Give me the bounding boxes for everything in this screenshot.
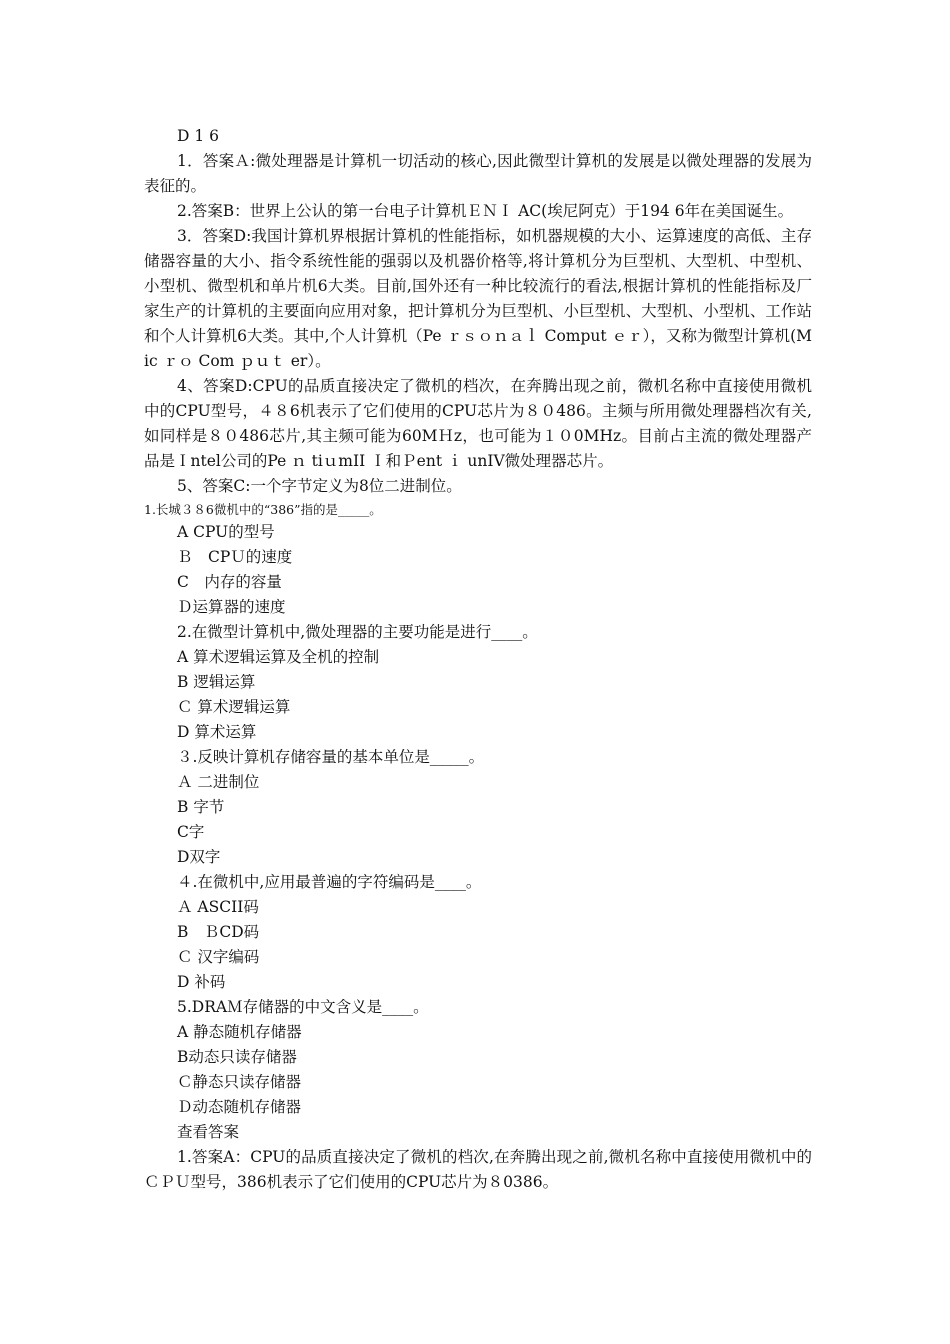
question-1-option-d: Ｄ运算器的速度 <box>177 598 286 616</box>
question-5-option-a: A 静态随机存储器 <box>177 1023 302 1041</box>
answer-paragraph-1: 1．答案Ａ:微处理器是计算机一切活动的核心,因此微型计算机的发展是以微处理器的发展为表征的。 <box>144 152 812 195</box>
question-2-option-d: D 算术运算 <box>177 723 257 741</box>
question-5-stem: 5.DRAＭ存储器的中文含义是____。 <box>177 998 429 1016</box>
answer-paragraph-3: 3．答案D:我国计算机界根据计算机的性能指标，如机器规模的大小、运算速度的高低、主存储器容量的大小、指令系统性能的强弱以及机器价格等,将计算机分为巨型机、大型机、中型机、小型机、微型机和单片机6大类。目前,国外还有一种比较流行的看法,根据计算机的性能指标及厂家生产的计算机的主要面向应用对象，把计算机分为巨型机、小巨型机、大型机、小型机、工作站和个人计算机6大类。其中,个人计算机（Pe ｒｓｏｎａｌ Comput ｅｒ），又称为微型计算机(Mic ｒｏ Com ｐｕｔ er）。 <box>144 227 812 370</box>
question-3-stem: ３.反映计算机存储容量的基本单位是_____。 <box>177 748 485 766</box>
answer-paragraph-4: 4、答案D:CPU的品质直接决定了微机的档次，在奔腾出现之前，微机名称中直接使用微机中的CPU型号，４８6机表示了它们使用的CPU芯片为８０486。主频与所用微处理器档次有关,如同样是８０486芯片,其主频可能为60MＨz，也可能为１０0MHz。目前占主流的微处理器产品是Ｉntel公司的Pe ｎ tiｕmII Ｉ和Ｐent ｉ unIV微处理器芯片。 <box>144 377 812 470</box>
document-body <box>144 124 812 1195</box>
question-2-option-b: B 逻辑运算 <box>177 673 256 691</box>
question-4-option-a: Ａ ASCII码 <box>177 898 259 916</box>
question-1-stem: 1.长城３８6微机中的“386”指的是_____。 <box>144 502 382 517</box>
question-2-stem: 2.在微型计算机中,微处理器的主要功能是进行____。 <box>177 623 538 641</box>
question-4-stem: ４.在微机中,应用最普遍的字符编码是____。 <box>177 873 482 891</box>
answer-paragraph-2: 2.答案B：世界上公认的第一台电子计算机ＥＮＩ AC(埃尼阿克）于194 6年在美国诞生。 <box>177 202 794 220</box>
question-4-option-b: B ＢCD码 <box>177 923 260 941</box>
question-5-option-b: B动态只读存储器 <box>177 1048 297 1066</box>
question-2-option-c: Ｃ 算术逻辑运算 <box>177 698 291 716</box>
question-4-option-c: Ｃ 汉字编码 <box>177 948 260 966</box>
question-3-option-c: C字 <box>177 823 205 841</box>
question-2-option-a: A 算术逻辑运算及全机的控制 <box>177 648 380 666</box>
view-answer-heading: 查看答案 <box>177 1123 240 1141</box>
question-3-option-d: D双字 <box>177 848 221 866</box>
final-answer-paragraph: 1.答案A：CPU的品质直接决定了微机的档次,在奔腾出现之前,微机名称中直接使用微机中的ＣＰＵ型号，386机表示了它们使用的CPU芯片为８0386。 <box>144 1148 812 1191</box>
question-5-option-d: Ｄ动态随机存储器 <box>177 1098 302 1116</box>
question-1-option-b: Ｂ CPＵ的速度 <box>177 548 293 566</box>
question-4-option-d: D 补码 <box>177 973 226 991</box>
question-5-option-c: Ｃ静态只读存储器 <box>177 1073 302 1091</box>
section-label: D 1 6 <box>177 127 220 145</box>
answer-paragraph-5: 5、答案C:一个字节定义为8位二进制位。 <box>177 477 462 495</box>
question-1-option-a: A CPU的型号 <box>177 523 275 541</box>
question-1-option-c: C 内存的容量 <box>177 573 282 591</box>
question-3-option-b: B 字节 <box>177 798 225 816</box>
question-3-option-a: Ａ 二进制位 <box>177 773 260 791</box>
